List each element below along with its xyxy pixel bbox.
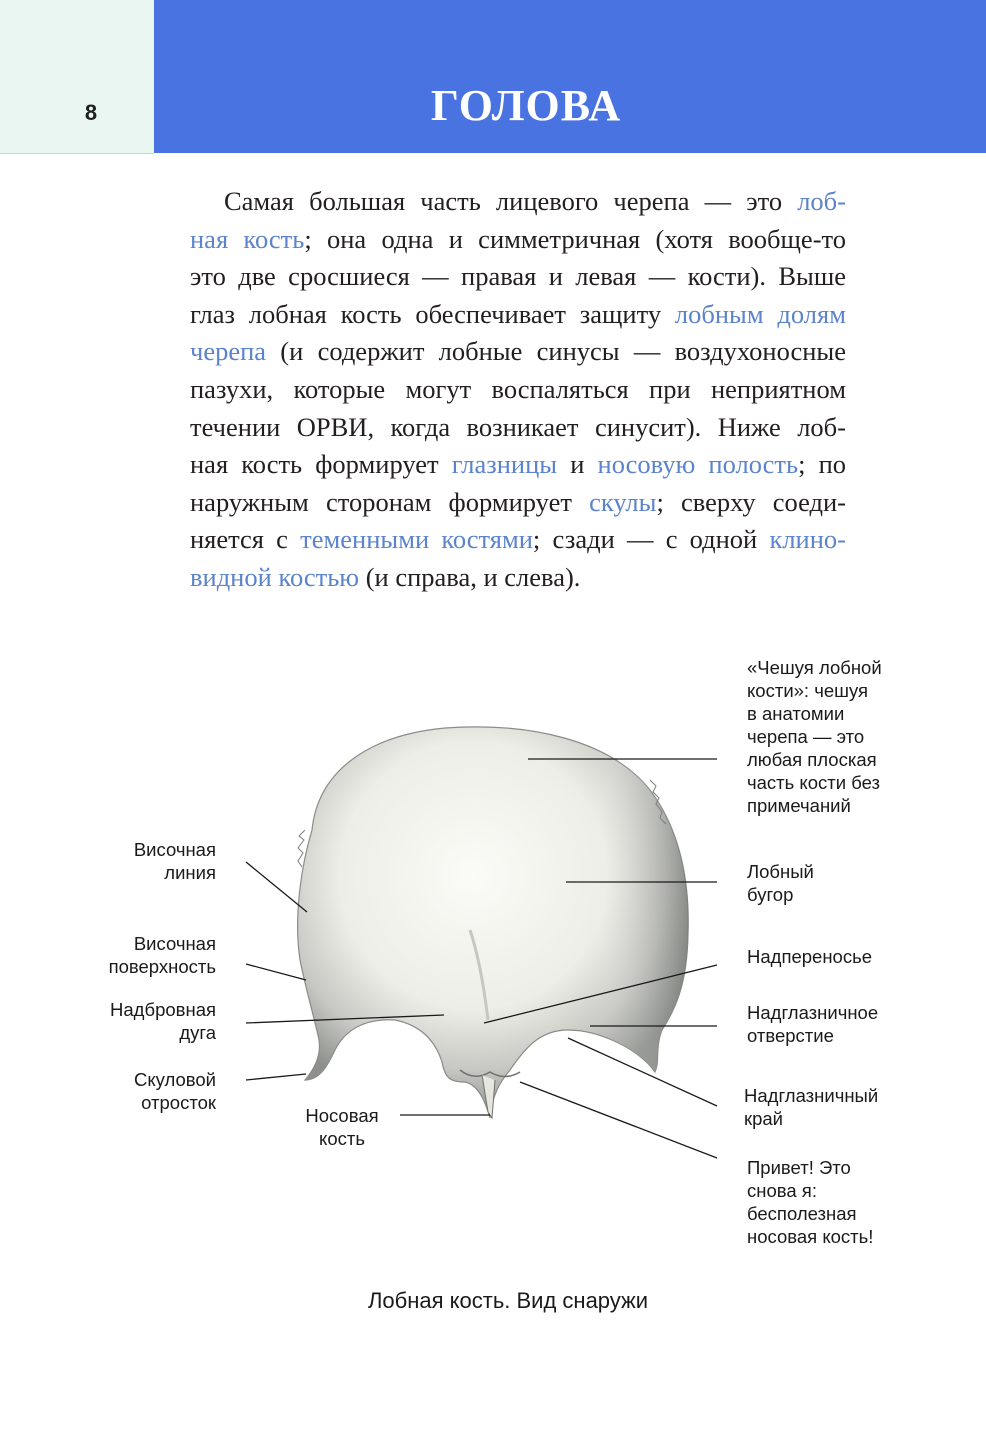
- text-line: [156, 521, 846, 559]
- label-line: Надбровная: [110, 999, 216, 1020]
- label-superciliary-arch: [90, 998, 216, 1044]
- label-line: край: [744, 1108, 784, 1129]
- glossary-term-link[interactable]: клино-: [769, 524, 846, 555]
- label-temporal-line: [100, 838, 216, 884]
- label-supraorbital-margin: [744, 1084, 878, 1130]
- label-line: отросток: [141, 1092, 216, 1113]
- figure-caption: Лобная кость. Вид снаружи: [367, 1288, 649, 1313]
- text-line: [156, 409, 846, 447]
- label-line: Лобный: [747, 861, 814, 882]
- glossary-term-link[interactable]: скулы: [589, 486, 657, 517]
- glossary-term-link[interactable]: ная кость: [190, 223, 305, 254]
- label-line: бугор: [747, 884, 794, 905]
- label-line: Надглазничный: [744, 1085, 879, 1106]
- text-run: это две сросшиеся — правая и левая — кости). Выше: [190, 261, 846, 292]
- label-line: Скуловой: [133, 1069, 216, 1090]
- text-run: ; сверху соеди-: [656, 486, 846, 517]
- text-line: [156, 446, 846, 484]
- frontal-bone-illustration: [298, 727, 689, 1118]
- label-line: дуга: [179, 1022, 216, 1043]
- label-line: «Чешуя лобной: [747, 657, 882, 678]
- label-line: отверстие: [747, 1025, 834, 1046]
- label-line: кость: [319, 1128, 365, 1149]
- label-line: черепа — это: [747, 726, 865, 747]
- label-nasal-bone: [300, 1104, 384, 1150]
- glossary-term-link[interactable]: видной костью: [190, 561, 360, 592]
- text-run: няется с: [190, 524, 301, 555]
- label-line: Носовая: [305, 1105, 379, 1126]
- text-line: [156, 296, 846, 334]
- glossary-term-link[interactable]: теменными костями: [300, 524, 533, 555]
- text-run: (и справа, и слева).: [359, 561, 581, 592]
- label-line: носовая кость!: [747, 1226, 874, 1247]
- text-line: [156, 258, 846, 296]
- leader-temporal-line: [246, 862, 307, 912]
- chapter-title: ГОЛОВА: [430, 81, 622, 130]
- text-run: ; она одна и симметричная (хотя вообще-то: [304, 223, 846, 254]
- text-line: [156, 183, 846, 221]
- label-line: линия: [164, 862, 216, 883]
- text-run: ; сзади — с одной: [532, 524, 770, 555]
- label-line: примечаний: [747, 795, 851, 816]
- body-paragraph: [156, 183, 846, 597]
- label-line: кости»: чешуя: [747, 680, 869, 701]
- label-squama: [747, 656, 882, 817]
- label-glabella: [747, 945, 872, 968]
- glossary-term-link[interactable]: лоб-: [797, 186, 846, 216]
- page-number: 8: [84, 100, 98, 125]
- leader-nasal-joke: [520, 1082, 717, 1158]
- label-line: Височная: [133, 839, 216, 860]
- header-side-block: [0, 0, 154, 154]
- label-line: Привет! Это: [747, 1157, 851, 1178]
- label-temporal-surface: [90, 932, 216, 978]
- text-run: течении ОРВИ, когда возникает синусит). Ниже лоб-: [190, 411, 846, 442]
- label-line: Надпереносье: [747, 946, 873, 967]
- text-run: (и содержит лобные синусы — воздухоносные: [266, 336, 846, 367]
- glossary-term-link[interactable]: глазницы: [451, 449, 558, 480]
- text-line: [156, 333, 846, 371]
- paragraph: [156, 183, 846, 597]
- text-run: и: [557, 449, 598, 480]
- leader-zygomatic-process: [246, 1074, 306, 1080]
- text-line: [156, 221, 846, 259]
- text-run: глаз лобная кость обеспечивает защиту: [190, 298, 675, 329]
- text-line: [156, 371, 846, 409]
- text-run: ; по: [798, 449, 847, 480]
- label-line: в анатомии: [747, 703, 845, 724]
- glossary-term-link[interactable]: черепа: [190, 336, 267, 367]
- label-line: снова я:: [747, 1180, 817, 1201]
- text-line: [156, 559, 846, 597]
- leader-temporal-surface: [246, 964, 306, 980]
- text-run: ная кость формирует: [190, 449, 452, 480]
- glossary-term-link[interactable]: лобным долям: [674, 298, 846, 329]
- label-line: поверхность: [108, 956, 216, 977]
- label-line: часть кости без: [747, 772, 880, 793]
- text-run: Самая большая часть лицевого черепа — это: [224, 186, 798, 216]
- text-run: наружным сторонам формирует: [190, 486, 590, 517]
- label-line: любая плоская: [747, 749, 877, 770]
- text-line: [156, 484, 846, 522]
- label-line: бесполезная: [747, 1203, 857, 1224]
- label-line: Височная: [133, 933, 216, 954]
- label-frontal-tuber: [747, 860, 814, 906]
- label-supraorbital-foramen: [747, 1001, 878, 1047]
- label-nasal-joke: [747, 1156, 873, 1248]
- text-run: пазухи, которые могут воспаляться при неприятном: [190, 373, 846, 404]
- glossary-term-link[interactable]: носовую полость: [597, 449, 799, 480]
- label-zygomatic-process: [100, 1068, 216, 1114]
- label-line: Надглазничное: [747, 1002, 879, 1023]
